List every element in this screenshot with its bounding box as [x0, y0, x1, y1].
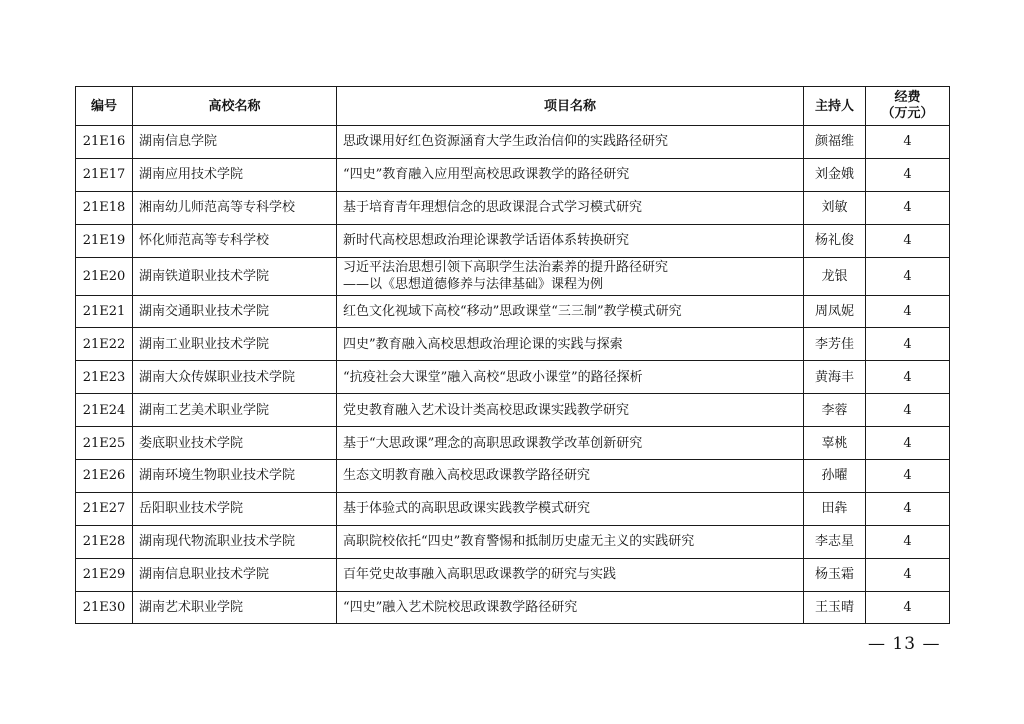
- cell-id: 21E30: [76, 591, 133, 624]
- cell-project: [337, 257, 804, 295]
- cell-project-line: “四史”融入艺术院校思政课教学路径研究: [343, 600, 578, 616]
- cell-id: 21E24: [76, 394, 133, 427]
- cell-project: [337, 328, 804, 361]
- cell-project: [337, 394, 804, 427]
- cell-project: [337, 558, 804, 591]
- table-row: [76, 591, 950, 624]
- cell-fund: 4: [866, 591, 950, 624]
- cell-school: 湘南幼儿师范高等专科学校: [133, 191, 337, 224]
- cell-project-line: 党史教育融入艺术设计类高校思政课实践教学研究: [343, 402, 630, 418]
- cell-id: 21E27: [76, 492, 133, 525]
- header-project: 项目名称: [337, 87, 804, 126]
- table-row: [76, 492, 950, 525]
- cell-host: 刘敏: [804, 191, 866, 224]
- table-row: [76, 361, 950, 394]
- cell-host: 李志星: [804, 525, 866, 558]
- cell-host: 刘金娥: [804, 158, 866, 191]
- header-id: 编号: [76, 87, 133, 126]
- cell-id: 21E21: [76, 295, 133, 328]
- cell-school: 湖南交通职业技术学院: [133, 295, 337, 328]
- cell-project-line: 百年党史故事融入高职思政课教学的研究与实践: [343, 567, 617, 583]
- cell-project: [337, 591, 804, 624]
- cell-host: 田犇: [804, 492, 866, 525]
- cell-id: 21E20: [76, 257, 133, 295]
- cell-school: 湖南应用技术学院: [133, 158, 337, 191]
- cell-project-line: 习近平法治思想引领下高职学生法治素养的提升路径研究: [343, 260, 669, 276]
- cell-school: 湖南工业职业技术学院: [133, 328, 337, 361]
- cell-fund: 4: [866, 191, 950, 224]
- cell-project: [337, 158, 804, 191]
- cell-fund: 4: [866, 361, 950, 394]
- cell-fund: 4: [866, 525, 950, 558]
- cell-school: 湖南信息学院: [133, 126, 337, 159]
- cell-host: 李蓉: [804, 394, 866, 427]
- cell-host: 李芳佳: [804, 328, 866, 361]
- cell-school: 湖南环境生物职业技术学院: [133, 460, 337, 493]
- cell-id: 21E16: [76, 126, 133, 159]
- table-body: [76, 126, 950, 624]
- header-host: 主持人: [804, 87, 866, 126]
- cell-fund: 4: [866, 257, 950, 295]
- cell-project-line: 红色文化视域下高校“移动”思政课堂“三三制”教学模式研究: [343, 304, 682, 319]
- cell-school: 湖南信息职业技术学院: [133, 558, 337, 591]
- table-row: [76, 126, 950, 159]
- header-fund-line1: 经费: [894, 90, 921, 105]
- header-fund: [866, 87, 950, 126]
- cell-project-line: 基于体验式的高职思政课实践教学模式研究: [343, 501, 591, 517]
- cell-project-line: 新时代高校思想政治理论课教学话语体系转换研究: [343, 233, 630, 249]
- table-row: [76, 295, 950, 328]
- cell-host: 黄海丰: [804, 361, 866, 394]
- table-row: [76, 558, 950, 591]
- cell-school: 湖南大众传媒职业技术学院: [133, 361, 337, 394]
- table-row: [76, 394, 950, 427]
- cell-school: 湖南铁道职业技术学院: [133, 257, 337, 295]
- cell-id: 21E17: [76, 158, 133, 191]
- cell-project: [337, 361, 804, 394]
- cell-project: [337, 126, 804, 159]
- cell-project-line: 四史”教育融入高校思想政治理论课的实践与探索: [343, 336, 623, 352]
- cell-host: 王玉晴: [804, 591, 866, 624]
- cell-fund: 4: [866, 394, 950, 427]
- header-school: 高校名称: [133, 87, 337, 126]
- cell-id: 21E19: [76, 224, 133, 257]
- cell-fund: 4: [866, 224, 950, 257]
- cell-project-line: 思政课用好红色资源涵育大学生政治信仰的实践路径研究: [343, 134, 669, 150]
- cell-host: 龙银: [804, 257, 866, 295]
- cell-fund: 4: [866, 295, 950, 328]
- cell-project: [337, 525, 804, 558]
- cell-fund: 4: [866, 427, 950, 460]
- cell-fund: 4: [866, 558, 950, 591]
- cell-project: [337, 295, 804, 328]
- cell-fund: 4: [866, 126, 950, 159]
- cell-id: 21E28: [76, 525, 133, 558]
- cell-project-line: 基于“大思政课”理念的高职思政课教学改革创新研究: [343, 435, 643, 451]
- cell-fund: 4: [866, 460, 950, 493]
- project-table: [75, 86, 950, 624]
- cell-id: 21E18: [76, 191, 133, 224]
- cell-project-line: 高职院校依托“四史”教育警惕和抵制历史虚无主义的实践研究: [343, 534, 695, 550]
- table-row: [76, 158, 950, 191]
- cell-project-line: “抗疫社会大课堂”融入高校“思政小课堂”的路径探析: [343, 369, 643, 385]
- cell-school: 怀化师范高等专科学校: [133, 224, 337, 257]
- page-number: — 13 —: [868, 634, 941, 654]
- cell-host: 杨玉霜: [804, 558, 866, 591]
- cell-host: 辜桃: [804, 427, 866, 460]
- table-row: [76, 525, 950, 558]
- cell-host: 颜福维: [804, 126, 866, 159]
- cell-id: 21E25: [76, 427, 133, 460]
- cell-id: 21E23: [76, 361, 133, 394]
- cell-school: 娄底职业技术学院: [133, 427, 337, 460]
- cell-fund: 4: [866, 328, 950, 361]
- table-header-row: [76, 87, 950, 126]
- cell-fund: 4: [866, 158, 950, 191]
- cell-school: 湖南工艺美术职业学院: [133, 394, 337, 427]
- cell-id: 21E26: [76, 460, 133, 493]
- cell-project-line: ——以《思想道德修养与法律基础》课程为例: [343, 277, 604, 293]
- cell-project-line: 生态文明教育融入高校思政课教学路径研究: [343, 468, 591, 484]
- cell-project: [337, 191, 804, 224]
- cell-school: 湖南艺术职业学院: [133, 591, 337, 624]
- cell-school: 岳阳职业技术学院: [133, 492, 337, 525]
- table-row: [76, 257, 950, 295]
- cell-host: 杨礼俊: [804, 224, 866, 257]
- cell-fund: 4: [866, 492, 950, 525]
- table-row: [76, 224, 950, 257]
- cell-host: 周凤妮: [804, 295, 866, 328]
- cell-host: 孙曜: [804, 460, 866, 493]
- cell-school: 湖南现代物流职业技术学院: [133, 525, 337, 558]
- cell-project: [337, 492, 804, 525]
- table-row: [76, 328, 950, 361]
- cell-id: 21E22: [76, 328, 133, 361]
- cell-id: 21E29: [76, 558, 133, 591]
- cell-project-line: “四史”教育融入应用型高校思政课教学的路径研究: [343, 167, 630, 183]
- header-fund-line2: （万元）: [881, 106, 934, 121]
- table-row: [76, 427, 950, 460]
- cell-project: [337, 460, 804, 493]
- table-row: [76, 191, 950, 224]
- cell-project-line: 基于培育青年理想信念的思政课混合式学习模式研究: [343, 200, 643, 216]
- cell-project: [337, 224, 804, 257]
- cell-project: [337, 427, 804, 460]
- table-row: [76, 460, 950, 493]
